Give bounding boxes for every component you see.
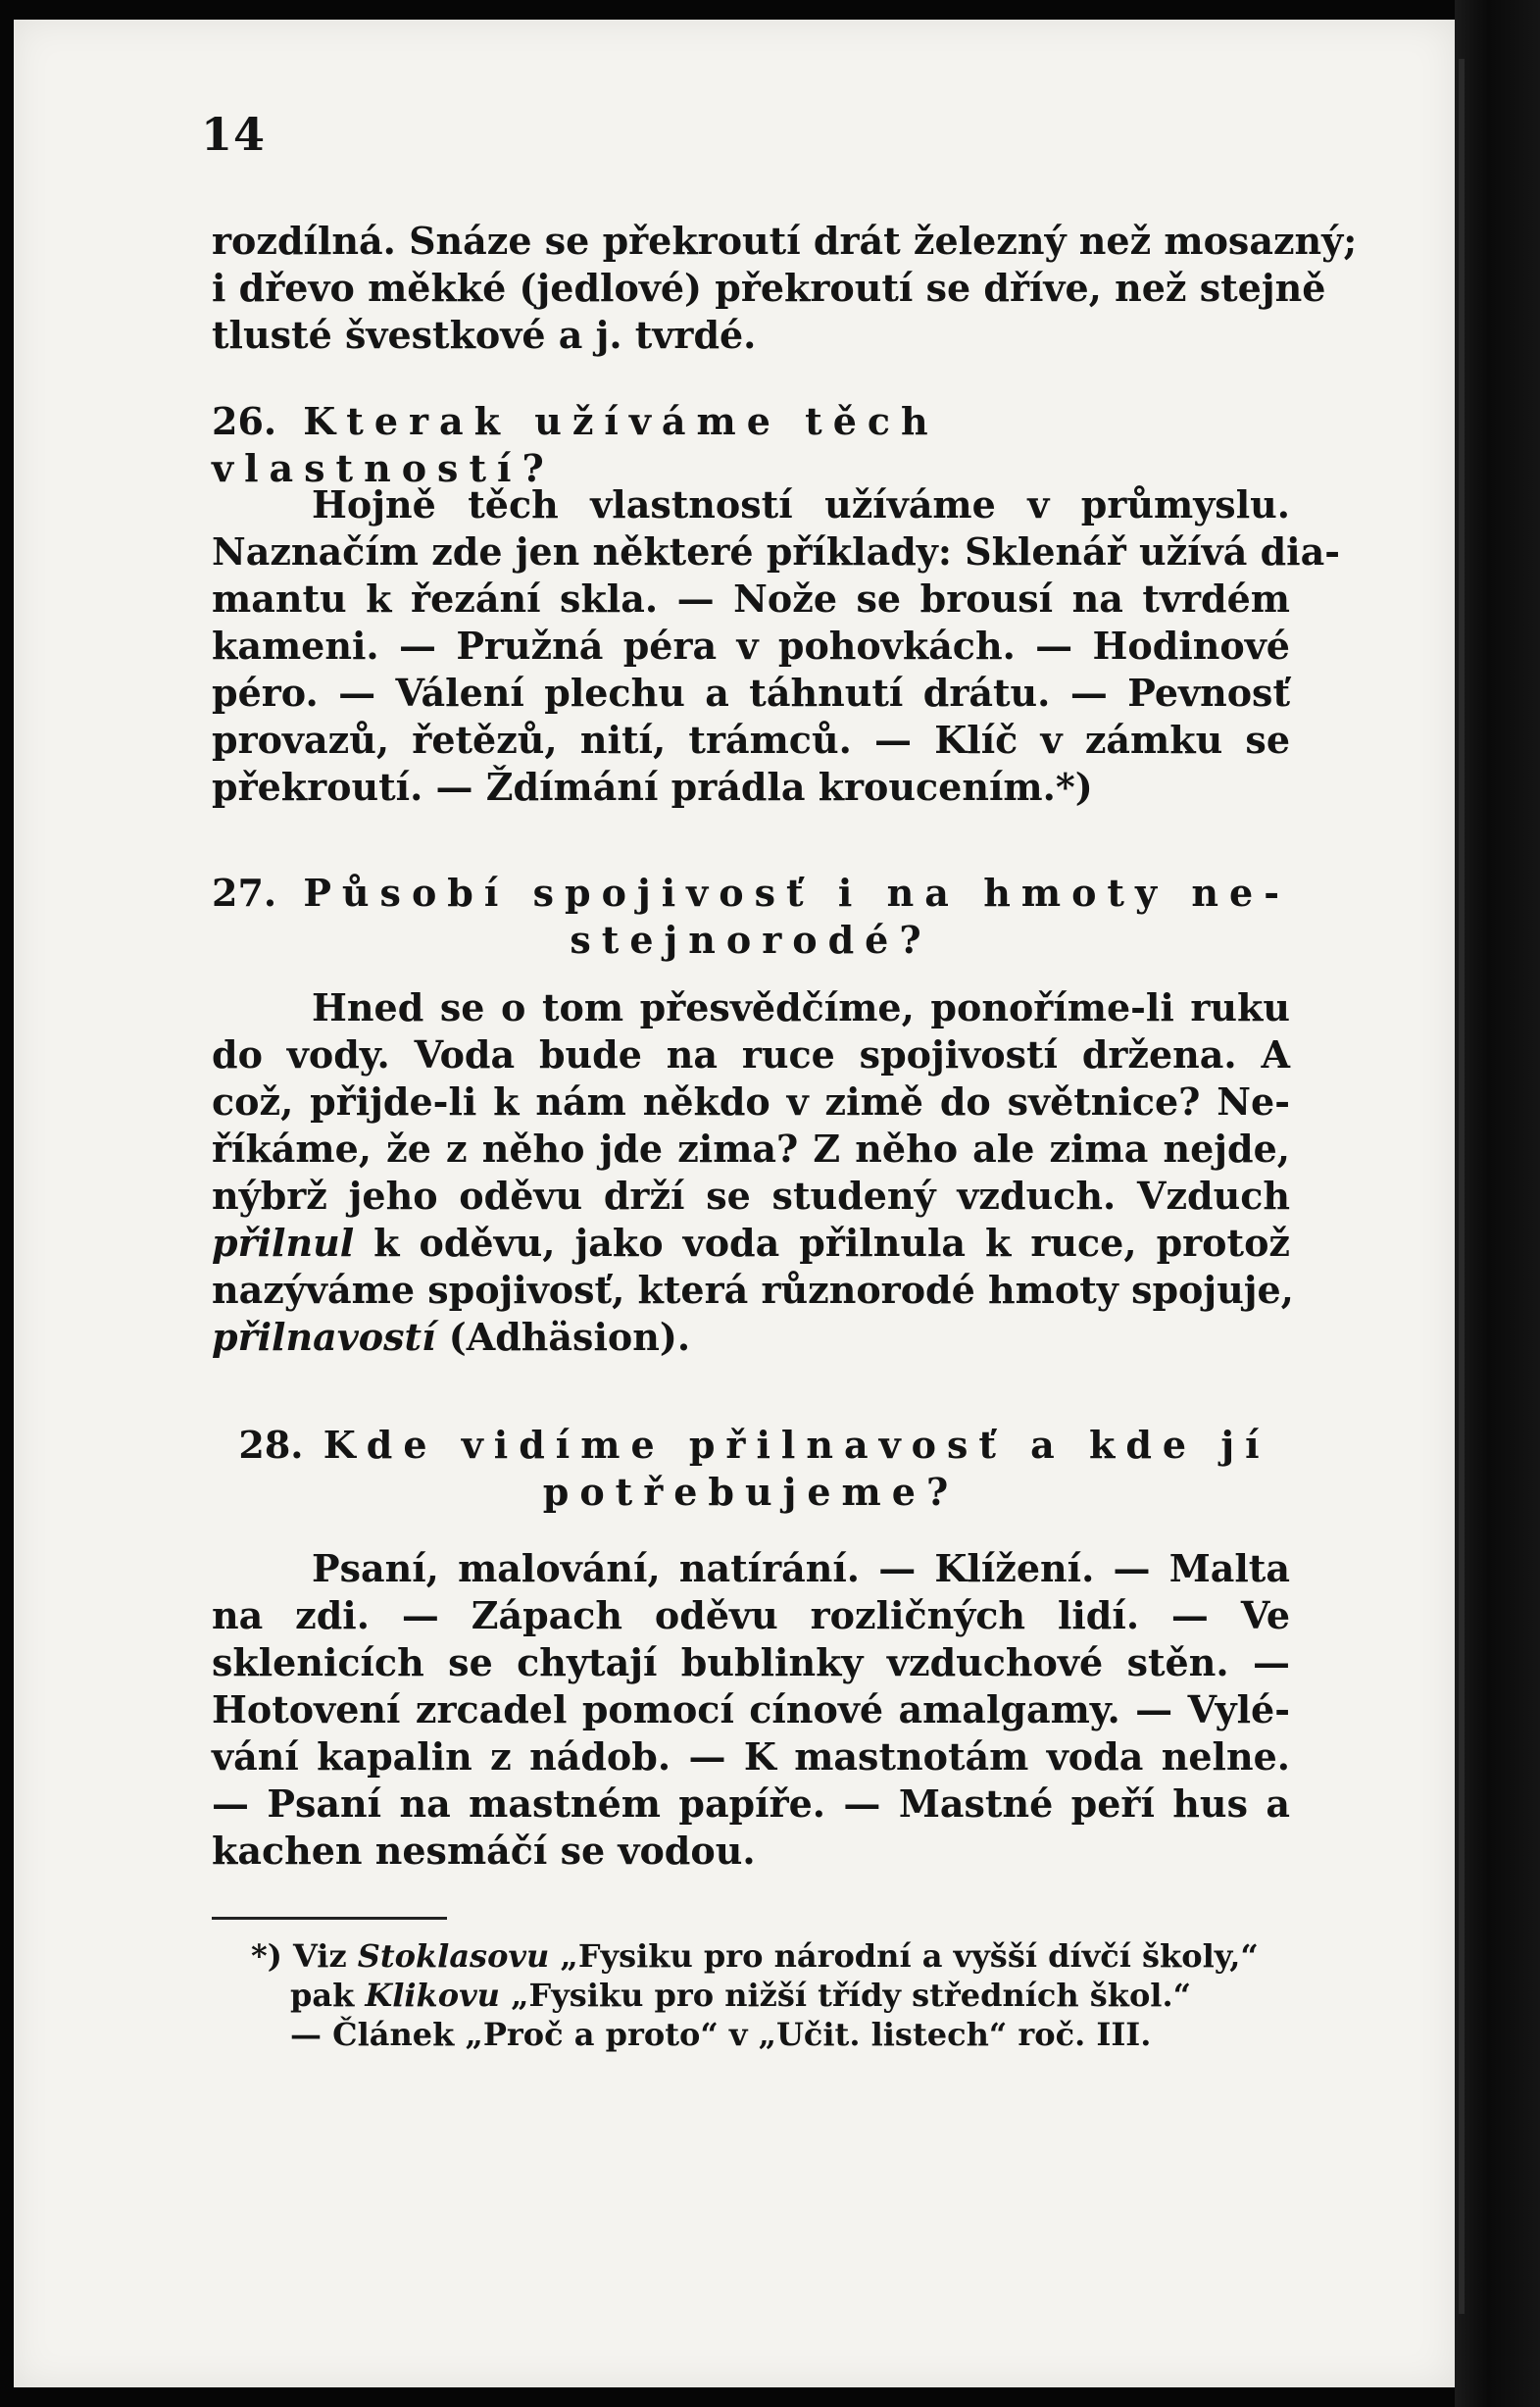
text-line <box>212 1314 1290 1361</box>
text-line: mantu k řezání skla. — Nože se brousí na tvrdém <box>212 577 1290 621</box>
section-title: Kde vidíme přilnavosť a kde jí <box>323 1423 1270 1467</box>
text-line: provazů, řetězů, nití, trámců. — Klíč v zámku se <box>212 718 1290 762</box>
emphasized-term: Klikovu <box>365 1977 500 2014</box>
intro-paragraph <box>212 218 1358 359</box>
text-line: péro. — Válení plechu a táhnutí drátu. — Pevnosť <box>212 671 1290 715</box>
text-line: nýbrž jeho oděvu drží se studený vzduch. Vzduch <box>212 1174 1290 1218</box>
text-line: Hned se o tom přesvědčíme, ponoříme-li ruku <box>312 985 1290 1029</box>
text-line: rozdílná. Snáze se překroutí drát železný než mosazný; <box>212 219 1358 263</box>
text-line: — Psaní na mastném papíře. — Mastné peří hus a <box>212 1781 1290 1826</box>
section-28-paragraph <box>212 1545 1290 1875</box>
text-run: k oděvu, jako voda přilnula k ruce, protož <box>354 1221 1290 1265</box>
emphasized-term: přilnavostí <box>212 1315 436 1359</box>
text-run: *) Viz <box>251 1937 358 1975</box>
text-line: kachen nesmáčí se vodou. <box>212 1829 756 1873</box>
section-number: 27. <box>212 871 277 915</box>
text-run: (Adhäsion). <box>435 1315 691 1359</box>
section-number: 26. <box>212 399 277 443</box>
section-number: 28. <box>238 1423 304 1467</box>
text-run: pak <box>290 1977 366 2014</box>
text-run: „Fysiku pro nižší třídy středních škol.“ <box>499 1977 1191 2014</box>
section-heading-28 <box>212 1422 1290 1516</box>
text-line: do vody. Voda bude na ruce spojivostí držena. A <box>212 1032 1290 1077</box>
footnote-line <box>212 1976 1290 2015</box>
text-line: i dřevo měkké (jedlové) překroutí se dříve, než stejně <box>212 266 1326 310</box>
text-line: nazýváme spojivosť, která různorodé hmoty spojuje, <box>212 1268 1294 1312</box>
text-line: což, přijde-li k nám někdo v zimě do světnice? Ne- <box>212 1079 1290 1124</box>
text-line: překroutí. — Ždímání prádla kroucením.*) <box>212 765 1093 809</box>
text-line: vání kapalin z nádob. — K mastnotám voda nelne. <box>212 1734 1290 1779</box>
text-line: Psaní, malování, natírání. — Klížení. — Malta <box>312 1546 1290 1590</box>
section-title-continued: potřebujeme? <box>542 1470 960 1514</box>
text-run: „Fysiku pro národní a vyšší dívčí školy,“ <box>549 1937 1259 1975</box>
text-line: sklenicích se chytají bublinky vzduchové stěn. — <box>212 1640 1290 1684</box>
section-heading-26 <box>212 398 1290 492</box>
emphasized-term: Stoklasovu <box>357 1937 550 1975</box>
text-line: kameni. — Pružná péra v pohovkách. — Hodinové <box>212 624 1290 668</box>
footnote <box>212 1936 1290 2054</box>
text-line: na zdi. — Zápach oděvu rozličných lidí. — Ve <box>212 1593 1290 1637</box>
footnote-line: — Článek „Proč a proto“ v „Učit. listech“ roč. III. <box>290 2016 1152 2053</box>
footnote-line <box>212 1936 1290 1976</box>
text-line: Hojně těch vlastností užíváme v průmyslu. <box>312 482 1290 527</box>
footnote-divider <box>212 1917 447 1920</box>
section-heading-27 <box>212 870 1290 964</box>
section-title: Kterak užíváme těch vlastností? <box>212 399 939 490</box>
section-title: Působí spojivosť i na hmoty ne- <box>303 871 1290 915</box>
text-line <box>212 1220 1290 1267</box>
section-title-continued: stejnorodé? <box>570 918 932 962</box>
section-26-paragraph <box>212 481 1341 811</box>
section-27-paragraph <box>212 984 1294 1361</box>
text-line: říkáme, že z něho jde zima? Z něho ale zima nejde, <box>212 1127 1290 1171</box>
text-line: tlusté švestkové a j. tvrdé. <box>212 313 757 357</box>
page-edge-shadow <box>1455 0 1540 2407</box>
page-number: 14 <box>201 108 267 161</box>
text-line: Naznačím zde jen některé příklady: Sklenář užívá dia- <box>212 529 1341 574</box>
text-line: Hotovení zrcadel pomocí cínové amalgamy. — Vylé- <box>212 1687 1290 1731</box>
emphasized-term: přilnul <box>212 1221 355 1265</box>
